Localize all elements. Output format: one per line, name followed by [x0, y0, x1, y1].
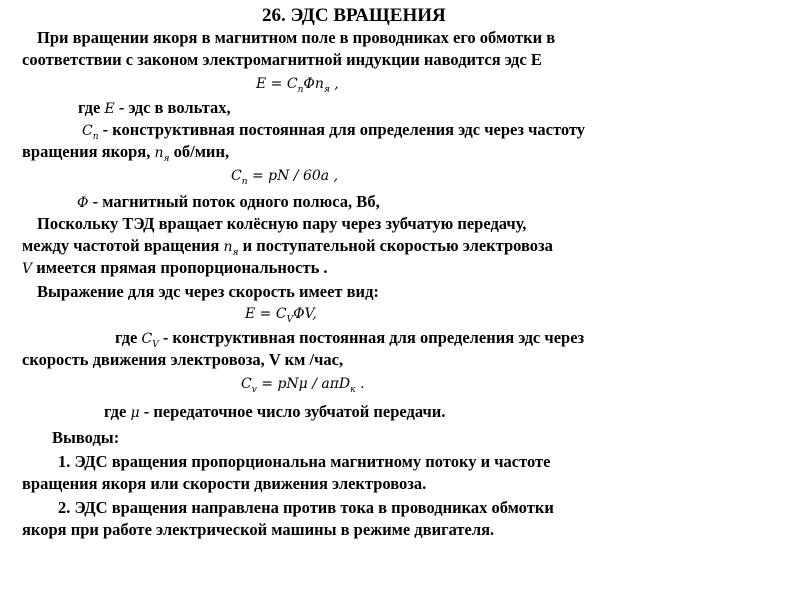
formula-cv: $C_v = pN\mu / a\pi D_к$ .: [241, 376, 365, 395]
conclusion-item: 2. ЭДС вращения направлена против тока в проводниках обмотки: [58, 498, 554, 517]
definition-line: скорость движения электровоза, V км /час,: [22, 350, 344, 369]
definition-line: где μ - передаточное число зубчатой передачи.: [104, 402, 446, 421]
definition-line: где $C_V$ - конструктивная постоянная для определения эдс через: [115, 328, 585, 350]
definition-line: вращения якоря, $n_я$ об/мин,: [22, 142, 230, 164]
formula-cn: $C_п$ = pN / 60a ,: [231, 168, 339, 187]
conclusion-item: вращения якоря или скорости движения электровоза.: [22, 474, 427, 493]
formula-emf: $E = C_п\Phi n_я$ ,: [256, 76, 339, 95]
paragraph-line: При вращении якоря в магнитном поле в проводниках его обмотки в: [37, 28, 556, 47]
paragraph-line: Выражение для эдс через скорость имеет вид:: [37, 282, 379, 301]
formula-emf-speed: $E = C_V\Phi V$,: [245, 306, 317, 325]
paragraph-line: V имеется прямая пропорциональность .: [22, 258, 328, 277]
conclusion-item: 1. ЭДС вращения пропорциональна магнитному потоку и частоте: [58, 452, 551, 471]
definition-line: где E - эдс в вольтах,: [78, 98, 231, 117]
conclusion-item: якоря при работе электрической машины в режиме двигателя.: [22, 520, 495, 539]
definition-line: Φ - магнитный поток одного полюса, Вб,: [77, 192, 380, 211]
definition-line: $C_п$ - конструктивная постоянная для определения эдс через частоту: [82, 120, 586, 142]
paragraph-line: Поскольку ТЭД вращает колёсную пару через зубчатую передачу,: [37, 214, 527, 233]
paragraph-line: соответствии с законом электромагнитной индукции наводится эдс Е: [22, 50, 542, 69]
conclusions-heading: Выводы:: [52, 428, 120, 447]
page-title: 26. ЭДС ВРАЩЕНИЯ: [262, 5, 446, 26]
paragraph-line: между частотой вращения $n_я$ и поступательной скоростью электровоза: [22, 236, 553, 258]
